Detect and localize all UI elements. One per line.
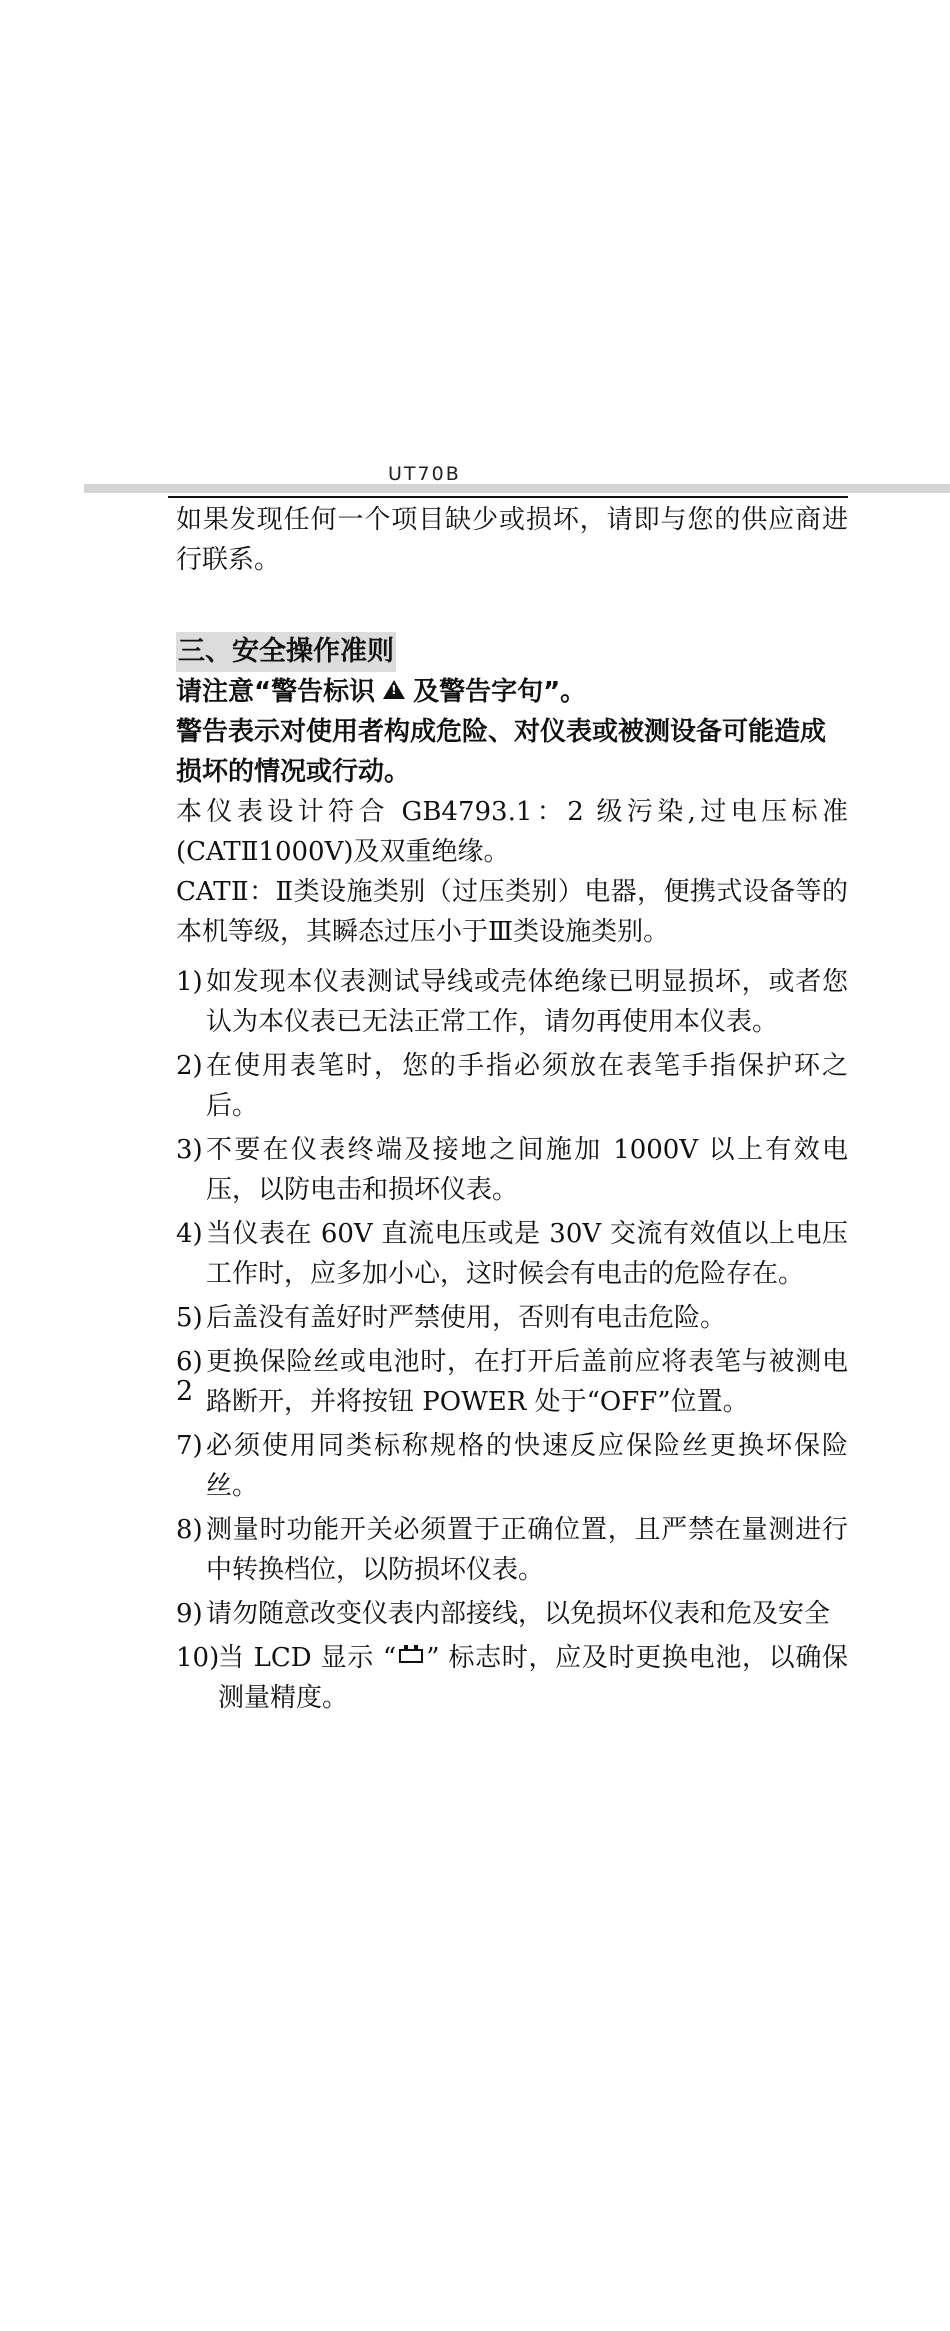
item-number: 10) [176,1643,220,1673]
item-number: 9) [176,1599,203,1629]
item-number: 3) [176,1135,203,1165]
item-number: 7) [176,1431,203,1461]
page-content [176,500,848,1722]
header-rule [168,496,848,498]
notice-text-before: 请注意“警告标识 [176,677,376,707]
list-item [176,1130,848,1210]
warning-definition: 警告表示对使用者构成危险、对仪表或被测设备可能造成损坏的情况或行动。 [176,717,827,787]
list-item [176,962,848,1042]
item-text: 当仪表在 60V 直流电压或是 30V 交流有效值以上电压工作时，应多加小心，这时候会有电击的危险存在。 [206,1219,848,1289]
header-bar [84,484,950,493]
item-text: 在使用表笔时，您的手指必须放在表笔手指保护环之后。 [206,1051,848,1121]
list-item [176,1046,848,1126]
item-text: 如发现本仪表测试导线或壳体绝缘已明显损坏，或者您认为本仪表已无法正常工作，请勿再使用本仪表。 [206,967,848,1037]
list-item [176,1594,848,1634]
list-item [176,1426,848,1506]
item-text: 请勿随意改变仪表内部接线，以免损坏仪表和危及安全 [206,1599,831,1629]
item-text-before: 当 LCD 显示 “ [218,1643,397,1673]
cat-paragraph: CATⅡ：Ⅱ类设施类别（过压类别）电器，便携式设备等的本机等级，其瞬态过压小于Ⅲ类设施类别。 [176,877,848,947]
item-number: 4) [176,1219,203,1249]
item-number: 1) [176,967,203,997]
item-number: 2) [176,1051,203,1081]
list-item [176,1342,848,1422]
page-number: 2 [176,1376,194,1407]
list-item [176,1638,848,1718]
item-text: 测量时功能开关必须置于正确位置，且严禁在量测进行中转换档位，以防损坏仪表。 [206,1515,848,1585]
safety-list [176,962,848,1718]
list-item [176,1214,848,1294]
item-text: 后盖没有盖好时严禁使用，否则有电击危险。 [206,1303,727,1333]
item-text: 不要在仪表终端及接地之间施加 1000V 以上有效电压，以防电击和损坏仪表。 [206,1135,848,1205]
item-number: 8) [176,1515,203,1545]
item-text: 更换保险丝或电池时，在打开后盖前应将表笔与被测电路断开，并将按钮 POWER 处于“OFF”位置。 [206,1347,848,1417]
item-text-after: ” 标志时，应及时更换电池，以确保测量精度。 [218,1643,849,1713]
warning-triangle-icon [383,680,405,699]
section-title: 三、安全操作准则 [176,632,396,672]
warning-notice [176,672,848,712]
list-item [176,1510,848,1590]
standard-paragraph: 本仪表设计符合 GB4793.1：2 级污染,过电压标准(CATⅡ1000V)及双重绝缘。 [176,797,848,867]
model-label: UT70B [388,463,461,485]
item-text: 必须使用同类标称规格的快速反应保险丝更换坏保险丝。 [206,1431,848,1501]
notice-text-after: 及警告字句”。 [413,677,587,707]
battery-icon [399,1649,423,1663]
intro-paragraph: 如果发现任何一个项目缺少或损坏，请即与您的供应商进行联系。 [176,505,848,575]
list-item [176,1298,848,1338]
item-number: 5) [176,1303,203,1333]
item-number: 6) [176,1347,203,1377]
